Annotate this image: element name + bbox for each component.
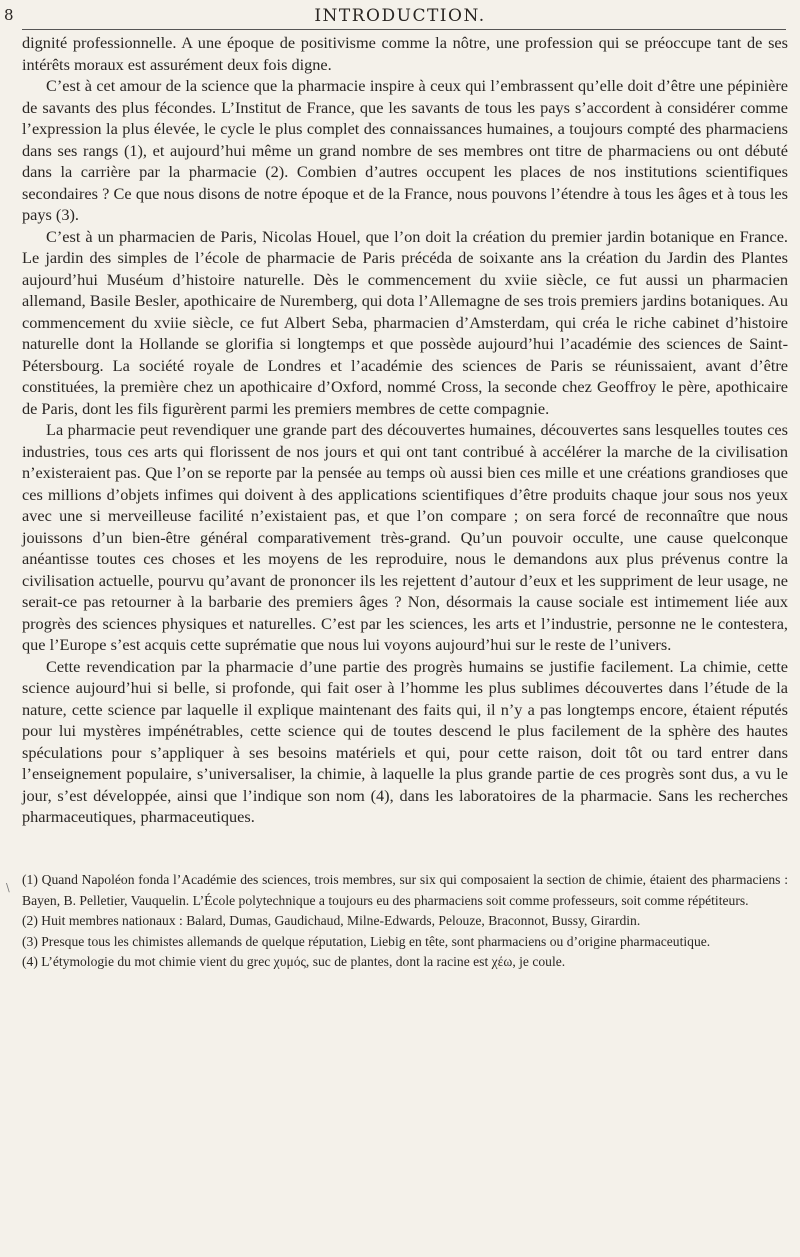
paragraph: Cette revendication par la pharmacie d’une partie des progrès humains se justifie facilement. La chimie, cette science aujourd’hui si belle, si profonde, qui fait oser à l’homme les plus sublimes découvertes dans l’étude de la nature, cette science par laquelle il explique maintenant des faits qui, il n’y a pas longtemps encore, étaient réputés pour lui mystères impénétrables, cette science qui de toutes descend le plus facilement de la sphère des hautes spéculations pour s’appliquer à ses besoins matériels et qui, pour cette raison, doit tôt ou tard entrer dans l’enseignement populaire, s’universaliser, la chimie, à laquelle la plus grande partie de ces progrès sont dus, a vu le jour, s’est développée, ainsi que l’indique son nom (4), dans les laboratoires de la pharmacie. Sans les recherches pharmaceutiques, pharmaceutiques. (22, 656, 788, 826)
footnotes (22, 870, 788, 973)
margin-mark: \ (6, 881, 10, 894)
main-text (22, 32, 788, 828)
paragraph: C’est à un pharmacien de Paris, Nicolas Houel, que l’on doit la création du premier jardin botanique en France. Le jardin des simples de l’école de pharmacie de Paris précéda de soixante ans la création du Jardin des Plantes aujourd’hui Muséum d’histoire naturelle. Dès le commencement du xviie siècle, ce fut aussi un pharmacien allemand, Basile Besler, apothicaire de Nuremberg, qui dota l’Allemagne de ses trois premiers jardins botaniques. Au commencement du xviie siècle, ce fut Albert Seba, pharmacien d’Amsterdam, qui créa le riche cabinet d’histoire naturelle dont la Hollande se glorifia si longtemps et que possède aujourd’hui l’académie des sciences de Saint-Pétersbourg. La société royale de Londres et l’académie des sciences de Paris se réunissaient, avant d’être constituées, la première chez un apothicaire d’Oxford, nommé Cross, la seconde chez Geoffroy le père, apothicaire de Paris, dont les fils figurèrent parmi les premiers membres de cette compagnie. (22, 226, 788, 418)
footnote: (3) Presque tous les chimistes allemands de quelque réputation, Liebig en tête, sont pharmaciens ou d’origine pharmaceutique. (22, 933, 711, 949)
paragraph: La pharmacie peut revendiquer une grande part des découvertes humaines, découvertes sans lesquelles toutes ces industries, tous ces arts qui florissent de nos jours et qui ont tant contribué à accélérer la marche de la civilisation n’existeraient pas. Que l’on se reporte par la pensée au temps où aussi bien ces mille et une créations grandioses que ces millions d’objets infimes qui doivent à des applications scientifiques d’être produits chaque jour sous nos yeux avec une si merveilleuse facilité n’existaient pas, et que l’on compare ; on sera forcé de reconnaître que nous jouissons d’un bien-être général comparativement très-grand. Qu’un pouvoir occulte, une cause quelconque anéantisse toutes ces choses et les moyens de les reproduire, nous le demandons aux plus prévenus contre la civilisation actuelle, pourvu qu’avant de prononcer ils les rejettent d’autour d’eux et les suppriment de leur usage, ne serait-ce pas retourner à la barbarie des premiers âges ? Non, désormais la cause sociale est intimement liée aux progrès des sciences physiques et naturelles. C’est par les sciences, les arts et l’industrie, personne ne le contestera, que l’Europe s’est acquis cette suprématie que nous lui voyons aujourd’hui sur le reste de l’univers. (22, 420, 788, 654)
page-number: 8 (4, 6, 14, 24)
footnote: (2) Huit membres nationaux : Balard, Dumas, Gaudichaud, Milne-Edwards, Pelouze, Braconnot, Bussy, Girardin. (22, 913, 641, 928)
running-title: INTRODUCTION. (314, 6, 486, 26)
paragraph: C’est à cet amour de la science que la pharmacie inspire à ceux qui l’embrassent qu’elle doit d’être une pépinière de savants des plus fécondes. L’Institut de France, que les savants de tous les pays s’accordent à considérer comme l’expression la plus élevée, le cycle le plus complet des connaissances humaines, a toujours compté des pharmaciens dans ses rangs (1), et aujourd’hui même un grand nombre de ses membres ont titre de pharmaciens ou ont débuté dans la carrière par la pharmacie (2). Combien d’autres occupent les places de nos institutions scientifiques secondaires ? Ce que nous disons de notre époque et de la France, nous pouvons l’étendre à tous les âges et à tous les pays (3). (22, 76, 788, 224)
footnote: (4) L’étymologie du mot chimie vient du grec χυμός, suc de plantes, dont la racine est χέω, je coule. (22, 954, 566, 969)
header-rule (22, 29, 786, 30)
running-head (0, 6, 800, 28)
footnote: (1) Quand Napoléon fonda l’Académie des sciences, trois membres, sur six qui composaient la section de chimie, étaient des pharmaciens : Bayen, B. Pelletier, Vauquelin. L’École polytechnique a toujours eu des pharmaciens soit comme professeurs, soit comme répétiteurs. (22, 872, 788, 908)
paragraph: dignité professionnelle. A une époque de positivisme comme la nôtre, une profession qui se préoccupe tant de ses intérêts moraux est assurément deux fois digne. (22, 33, 788, 74)
